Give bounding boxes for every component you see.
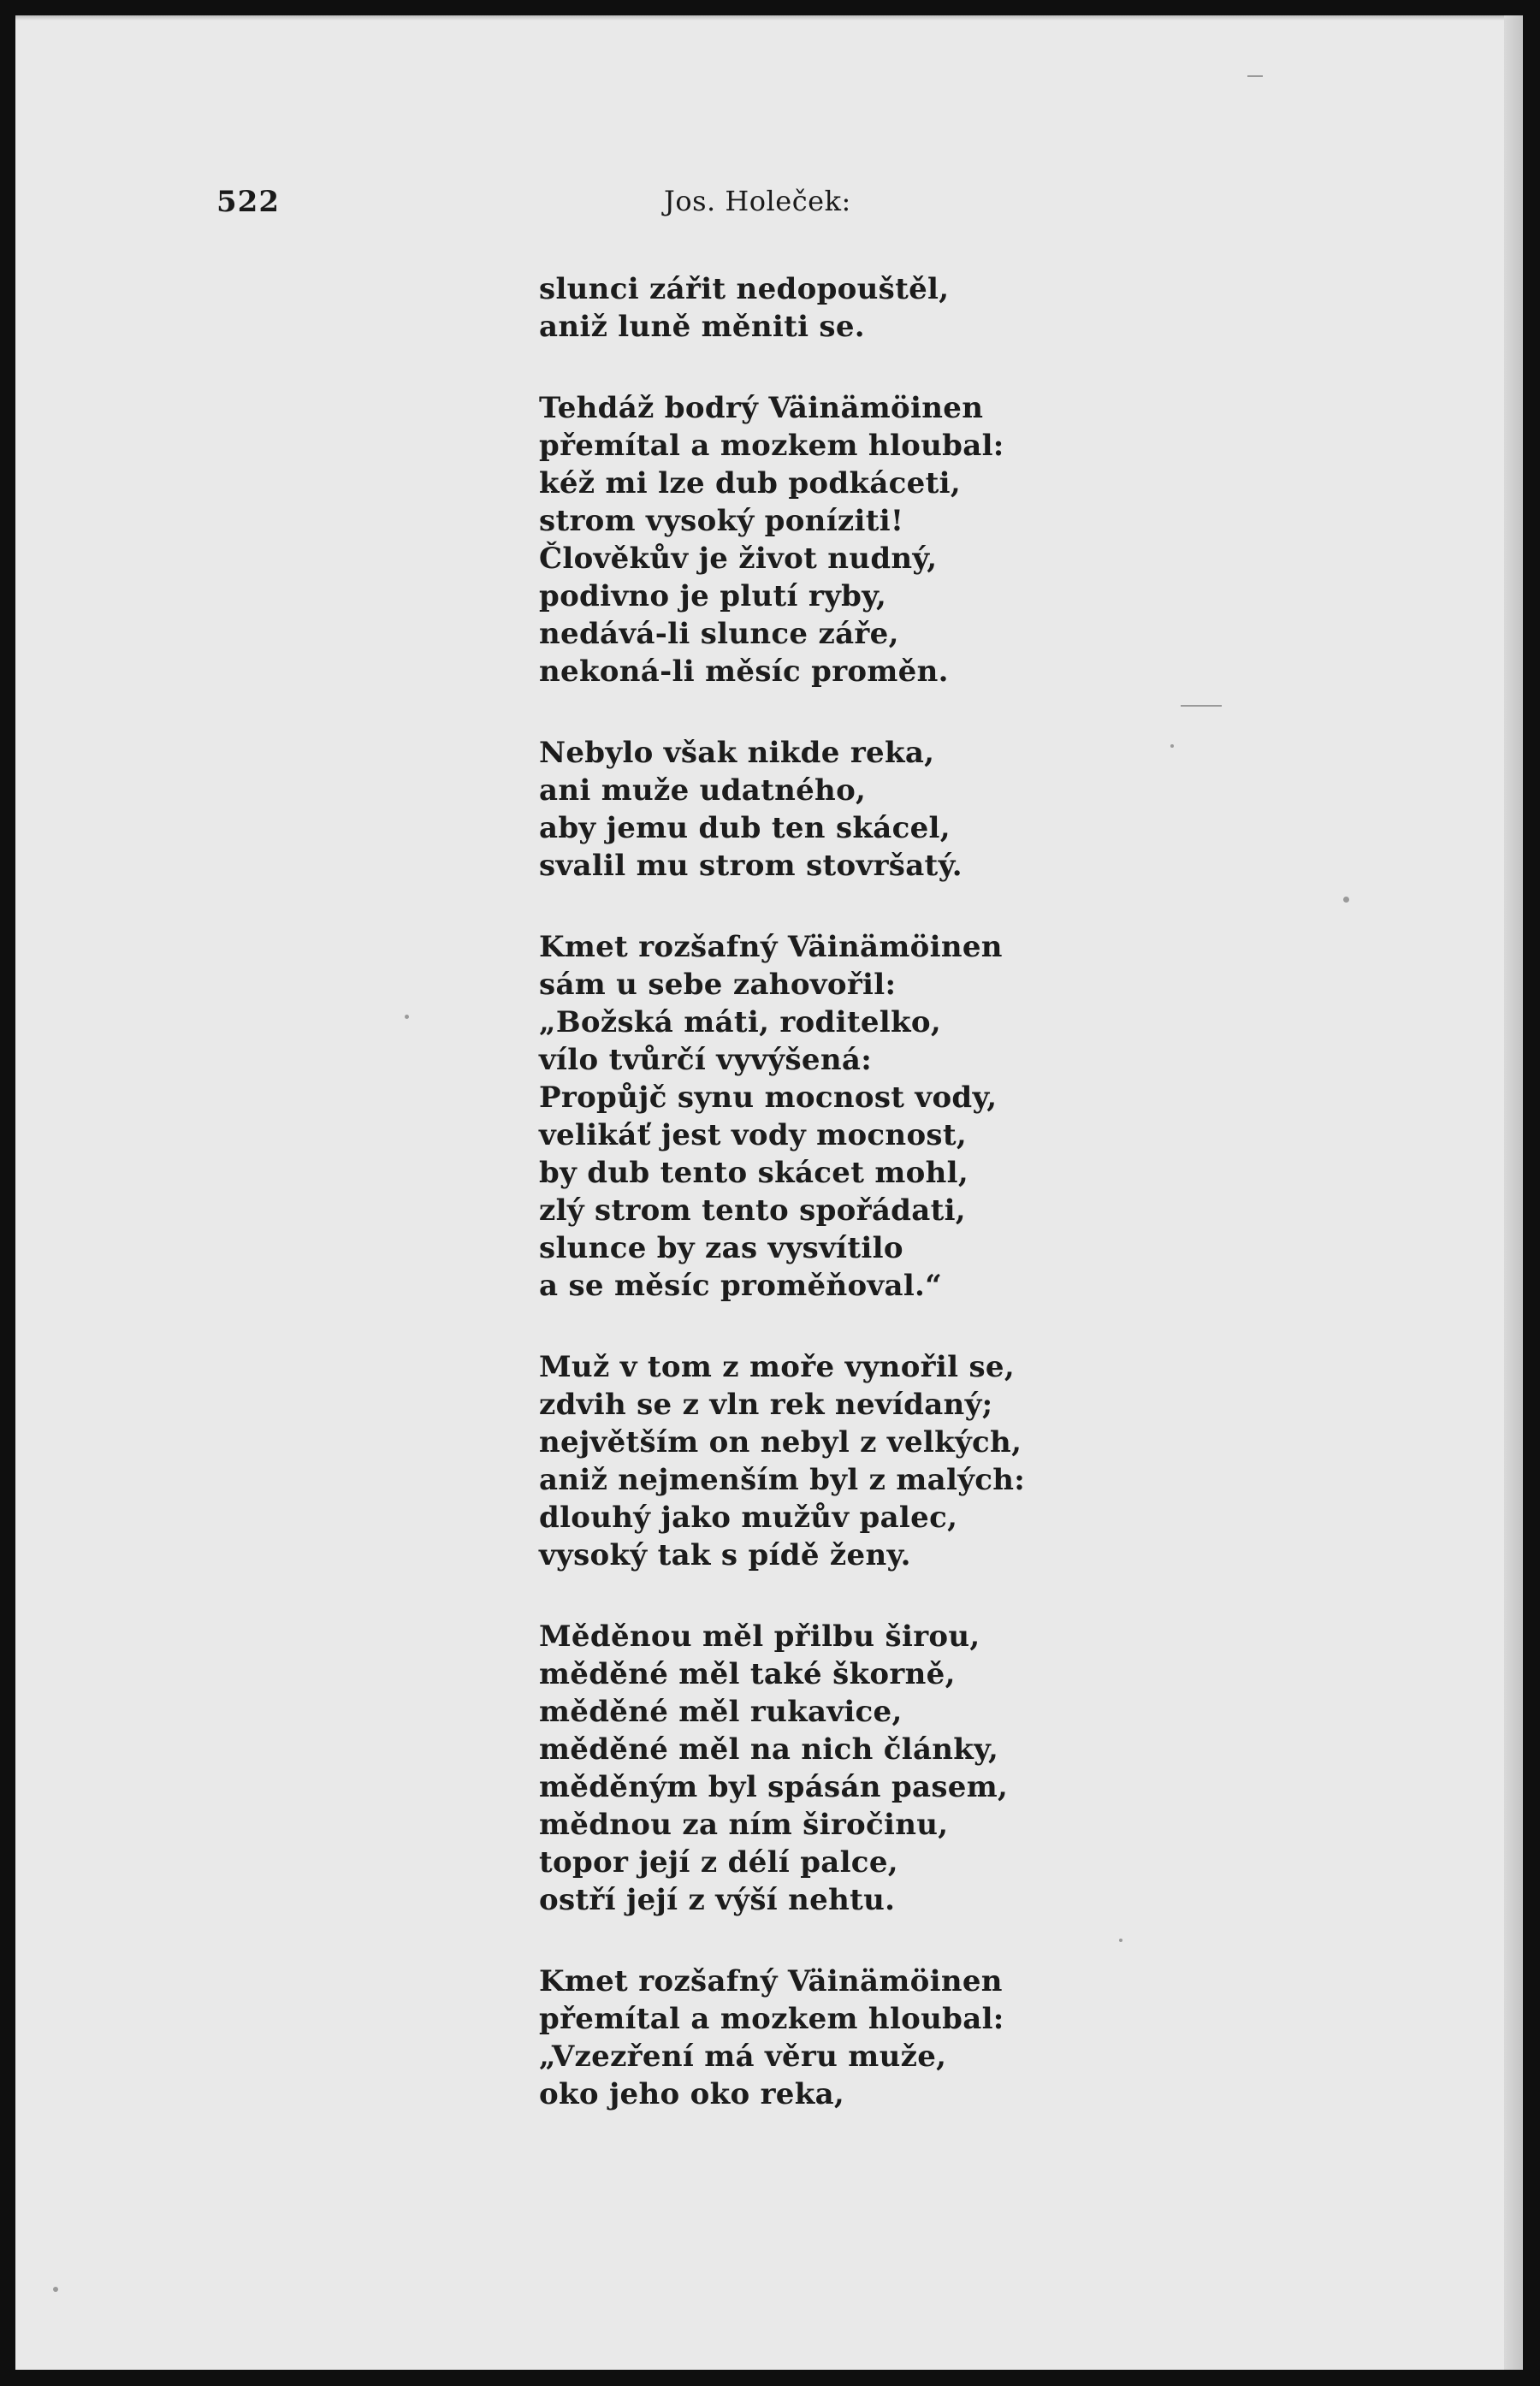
poem-body bbox=[539, 270, 1138, 2157]
poem-line: nedává-li slunce záře, bbox=[539, 617, 899, 651]
poem-line: ostří její z výší nehtu. bbox=[539, 1883, 896, 1917]
poem-line: ani muže udatného, bbox=[539, 773, 867, 808]
poem-line: slunci zářit nedopouštěl, bbox=[539, 272, 950, 306]
poem-line: měděné měl na nich články, bbox=[539, 1732, 999, 1767]
poem-line: Muž v tom z moře vynořil se, bbox=[539, 1350, 1015, 1384]
running-head: Jos. Holeček: bbox=[664, 185, 851, 217]
poem-line: svalil mu strom stovršatý. bbox=[539, 849, 962, 883]
stanza-6 bbox=[539, 1618, 1138, 1919]
stanza-1 bbox=[539, 270, 1138, 346]
poem-line: zlý strom tento spořádati, bbox=[539, 1193, 966, 1228]
scan-speck bbox=[1247, 75, 1263, 77]
edge-mark bbox=[1516, 145, 1521, 159]
stanza-3 bbox=[539, 734, 1138, 885]
scan-speck bbox=[1343, 897, 1349, 903]
poem-line: aniž nejmenším byl z malých: bbox=[539, 1463, 1026, 1497]
stanza-7 bbox=[539, 1963, 1138, 2113]
book-page bbox=[15, 15, 1523, 2370]
scan-speck bbox=[1170, 744, 1174, 748]
poem-line: sám u sebe zahovořil: bbox=[539, 968, 897, 1002]
poem-line: kéž mi lze dub podkáceti, bbox=[539, 466, 961, 500]
scan-speck bbox=[1181, 705, 1222, 707]
poem-line: podivno je plutí ryby, bbox=[539, 579, 887, 613]
poem-line: vysoký tak s pídě ženy. bbox=[539, 1538, 911, 1572]
poem-line: zdvih se z vln rek nevídaný; bbox=[539, 1388, 993, 1422]
stanza-4 bbox=[539, 928, 1138, 1305]
poem-line: Kmet rozšafný Väinämöinen bbox=[539, 930, 1003, 964]
stanza-5 bbox=[539, 1348, 1138, 1574]
page-number: 522 bbox=[216, 185, 280, 219]
poem-line: Měděnou měl přilbu širou, bbox=[539, 1619, 980, 1654]
poem-line: „Božská máti, roditelko, bbox=[539, 1005, 941, 1039]
poem-line: největším on nebyl z velkých, bbox=[539, 1425, 1022, 1459]
poem-line: měděným byl spásán pasem, bbox=[539, 1770, 1009, 1804]
scan-speck bbox=[405, 1015, 409, 1019]
poem-line: aby jemu dub ten skácel, bbox=[539, 811, 951, 845]
poem-line: měděné měl také škorně, bbox=[539, 1657, 956, 1691]
poem-line: měděné měl rukavice, bbox=[539, 1695, 903, 1729]
poem-line: Člověkův je život nudný, bbox=[539, 542, 938, 576]
poem-line: vílo tvůrčí vyvýšená: bbox=[539, 1043, 873, 1077]
scan-speck bbox=[1119, 1939, 1122, 1942]
poem-line: „Vzezření má věru muže, bbox=[539, 2040, 947, 2074]
poem-line: přemítal a mozkem hloubal: bbox=[539, 2002, 1004, 2036]
poem-line: Nebylo však nikde reka, bbox=[539, 736, 935, 770]
poem-line: Tehdáž bodrý Väinämöinen bbox=[539, 391, 984, 425]
poem-line: přemítal a mozkem hloubal: bbox=[539, 429, 1004, 463]
poem-line: dlouhý jako mužův palec, bbox=[539, 1501, 958, 1535]
poem-line: Propůjč synu mocnost vody, bbox=[539, 1081, 998, 1115]
poem-line: nekoná-li měsíc proměn. bbox=[539, 654, 949, 689]
scan-speck bbox=[53, 2287, 58, 2292]
poem-line: oko jeho oko reka, bbox=[539, 2077, 845, 2111]
page-top-edge bbox=[15, 15, 1504, 21]
poem-line: aniž luně měniti se. bbox=[539, 310, 865, 344]
poem-line: velikáť jest vody mocnost, bbox=[539, 1118, 968, 1152]
page-header bbox=[15, 185, 1523, 236]
stanza-2 bbox=[539, 389, 1138, 690]
poem-line: strom vysoký poníziti! bbox=[539, 504, 904, 538]
poem-line: Kmet rozšafný Väinämöinen bbox=[539, 1964, 1003, 1998]
poem-line: slunce by zas vysvítilo bbox=[539, 1231, 903, 1265]
poem-line: a se měsíc proměňoval.“ bbox=[539, 1269, 943, 1303]
edge-mark bbox=[1516, 508, 1521, 518]
poem-line: topor její z délí palce, bbox=[539, 1845, 898, 1880]
poem-line: mědnou za ním širočinu, bbox=[539, 1808, 949, 1842]
poem-line: by dub tento skácet mohl, bbox=[539, 1156, 968, 1190]
